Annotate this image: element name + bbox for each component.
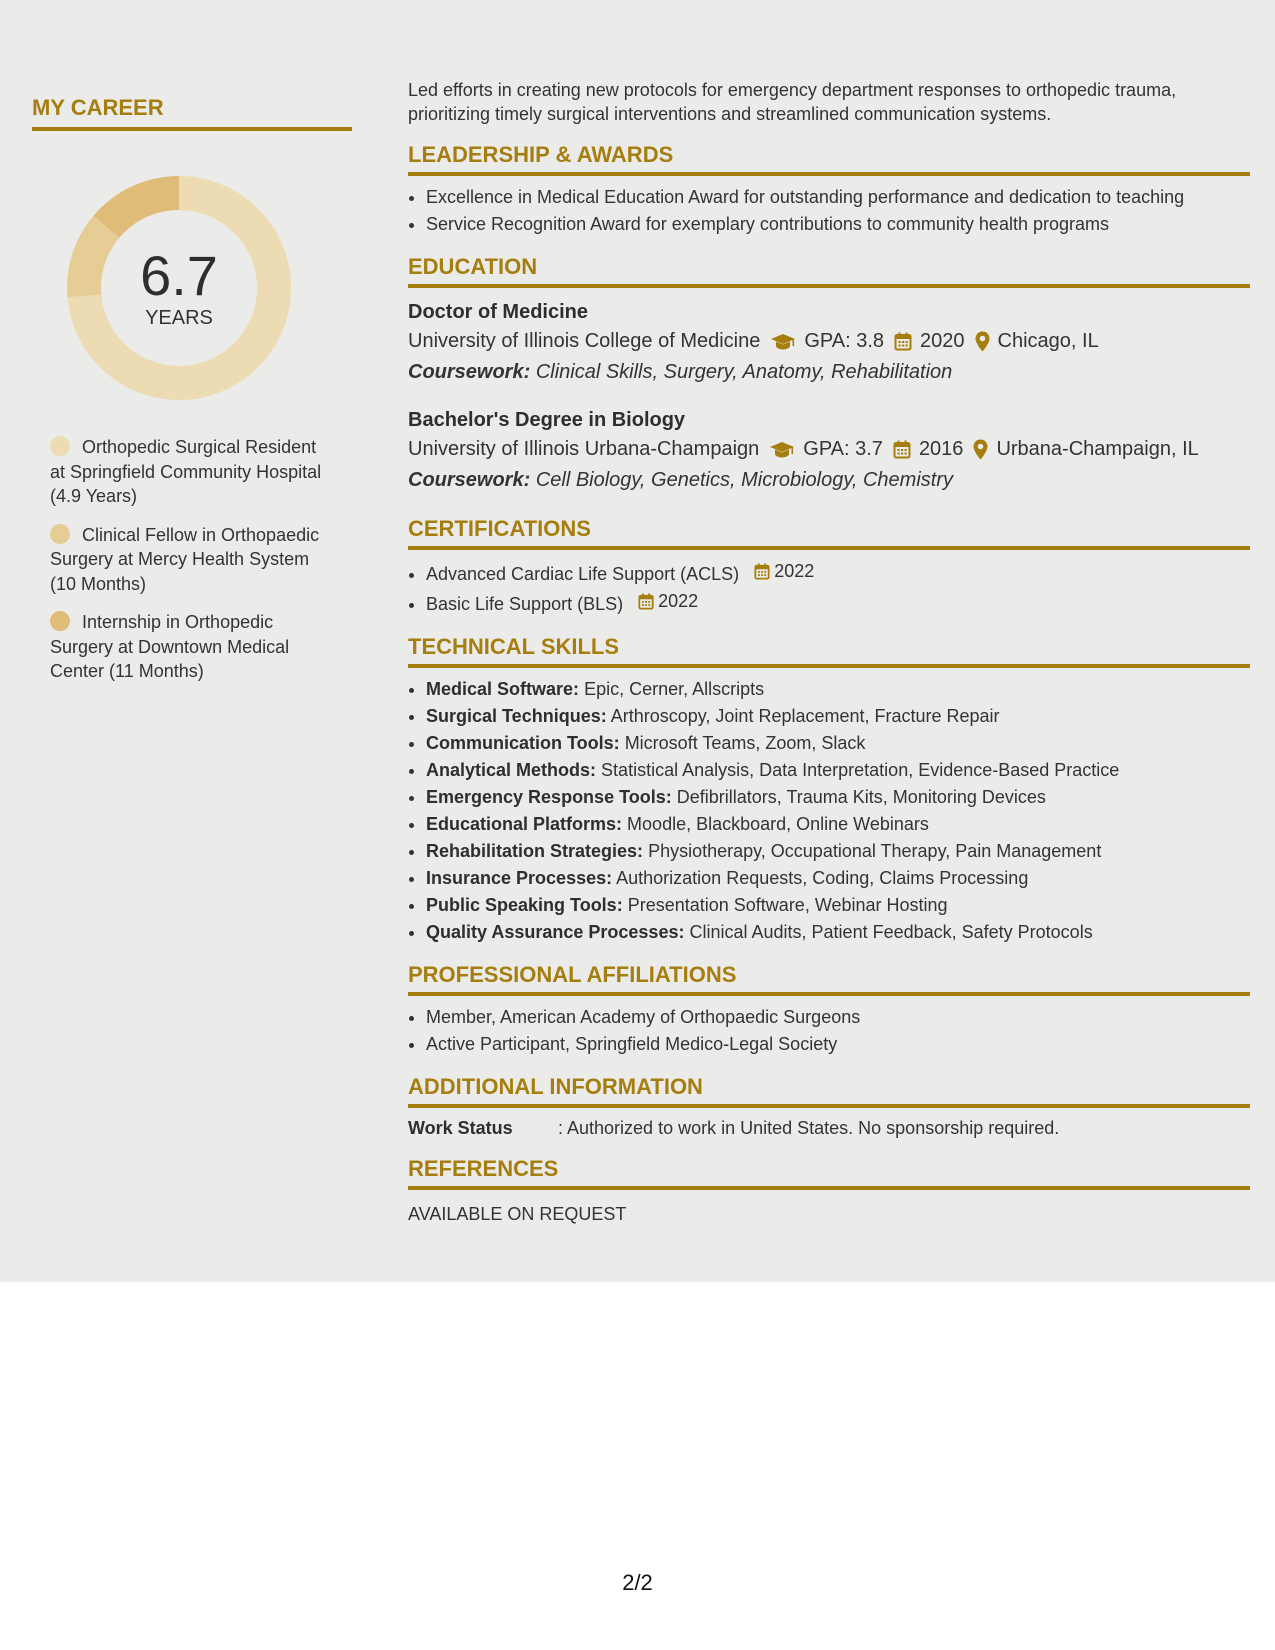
skill-label: Public Speaking Tools: <box>426 895 623 915</box>
list-item <box>426 757 1250 784</box>
list-item <box>426 730 1250 757</box>
skills-title: TECHNICAL SKILLS <box>408 632 1250 668</box>
list-item <box>426 865 1250 892</box>
legend-item <box>50 523 330 597</box>
references-section <box>408 1154 1250 1226</box>
skill-label: Rehabilitation Strategies: <box>426 841 644 861</box>
gpa: GPA: 3.8 <box>804 330 885 352</box>
skill-value: Presentation Software, Webinar Hosting <box>627 895 948 915</box>
calendar-icon <box>754 563 770 580</box>
location-pin-icon <box>973 439 988 460</box>
legend-dot-2 <box>50 524 70 544</box>
references-title: REFERENCES <box>408 1154 1250 1190</box>
school-name: University of Illinois Urbana-Champaign <box>408 438 760 460</box>
main-content <box>408 78 1250 1226</box>
references-text: AVAILABLE ON REQUEST <box>408 1204 627 1224</box>
cert-name: Advanced Cardiac Life Support (ACLS) <box>426 564 740 584</box>
legend-item <box>50 610 330 684</box>
skill-label: Educational Platforms: <box>426 814 623 834</box>
intro-text: Led efforts in creating new protocols for emergency department responses to orthopedic trauma, prioritizing timely surgical interventions and streamlined communication systems. <box>408 80 1177 124</box>
career-donut-chart <box>66 175 292 401</box>
coursework-list: Clinical Skills, Surgery, Anatomy, Rehabilitation <box>535 361 953 383</box>
skill-value: Moodle, Blackboard, Online Webinars <box>627 814 929 834</box>
list-item <box>426 784 1250 811</box>
list-item <box>426 588 1250 618</box>
school-location: Chicago, IL <box>997 330 1099 352</box>
affiliations-title: PROFESSIONAL AFFILIATIONS <box>408 960 1250 996</box>
work-status-row <box>408 1116 1250 1140</box>
coursework <box>408 465 1250 496</box>
list-item <box>426 892 1250 919</box>
skills-list <box>408 676 1250 946</box>
page-number: 2/2 <box>622 1570 653 1595</box>
skill-label: Communication Tools: <box>426 733 620 753</box>
leadership-section <box>408 140 1250 238</box>
career-legend <box>50 435 330 698</box>
coursework-label: Coursework: <box>408 361 531 383</box>
donut-center <box>66 175 292 401</box>
coursework <box>408 357 1250 388</box>
skill-label: Quality Assurance Processes: <box>426 922 685 942</box>
graduation-year: 2020 <box>920 330 965 352</box>
coursework-list: Cell Biology, Genetics, Microbiology, Chemistry <box>535 469 953 491</box>
skill-value: Arthroscopy, Joint Replacement, Fracture Repair <box>610 706 1000 726</box>
cert-date <box>754 558 814 585</box>
calendar-icon <box>894 332 912 351</box>
graduation-year: 2016 <box>918 438 964 460</box>
skill-value: Statistical Analysis, Data Interpretation, Evidence-Based Practice <box>601 760 1120 780</box>
donut-unit: YEARS <box>145 306 213 329</box>
skill-value: Epic, Cerner, Allscripts <box>584 679 765 699</box>
list-item: • Member, American Academy of Orthopaedic Surgeons <box>426 1004 1250 1031</box>
education-section <box>408 252 1250 496</box>
school-location: Urbana-Champaign, IL <box>996 438 1199 460</box>
education-item <box>408 406 1250 496</box>
certifications-title: CERTIFICATIONS <box>408 514 1250 550</box>
legend-dot-1 <box>50 436 70 456</box>
education-title: EDUCATION <box>408 252 1250 288</box>
skill-label: Emergency Response Tools: <box>426 787 672 807</box>
skill-value: Defibrillators, Trauma Kits, Monitoring Devices <box>676 787 1046 807</box>
legend-dot-3 <box>50 611 70 631</box>
cert-year: 2022 <box>774 561 815 581</box>
cert-date <box>638 588 698 615</box>
skill-value: Authorization Requests, Coding, Claims Processing <box>616 868 1029 888</box>
additional-info-section <box>408 1072 1250 1140</box>
leadership-list <box>408 184 1250 238</box>
skill-label: Analytical Methods: <box>426 760 597 780</box>
school-name: University of Illinois College of Medicine <box>408 330 761 352</box>
skills-section <box>408 632 1250 946</box>
work-status-label: Work Status <box>408 1118 513 1138</box>
skill-value: Clinical Audits, Patient Feedback, Safety Protocols <box>689 922 1093 942</box>
degree-title: Bachelor's Degree in Biology <box>408 409 686 431</box>
list-item <box>426 703 1250 730</box>
affiliations-section <box>408 960 1250 1058</box>
list-item <box>426 919 1250 946</box>
list-item <box>426 811 1250 838</box>
skill-label: Insurance Processes: <box>426 868 613 888</box>
list-item <box>426 838 1250 865</box>
list-item: • Excellence in Medical Education Award for outstanding performance and dedication to teaching <box>426 184 1250 211</box>
certifications-list <box>408 558 1250 618</box>
list-item: • Active Participant, Springfield Medico-Legal Society <box>426 1031 1250 1058</box>
work-status-value: : Authorized to work in United States. No sponsorship required. <box>558 1118 1060 1138</box>
calendar-icon <box>638 593 654 610</box>
cert-name: Basic Life Support (BLS) <box>426 594 624 614</box>
gpa: GPA: 3.7 <box>803 438 883 460</box>
legend-label: Orthopedic Surgical Resident at Springfield Community Hospital (4.9 Years) <box>50 437 322 506</box>
education-item <box>408 298 1250 388</box>
legend-label: Clinical Fellow in Orthopaedic Surgery at Mercy Health System (10 Months) <box>50 524 320 594</box>
degree-title: Doctor of Medicine <box>408 301 589 323</box>
coursework-label: Coursework: <box>408 469 531 491</box>
graduation-cap-icon <box>770 333 796 351</box>
education-details <box>408 326 1250 357</box>
skill-value: Physiotherapy, Occupational Therapy, Pain Management <box>648 841 1102 861</box>
skill-label: Medical Software: <box>426 679 580 699</box>
graduation-cap-icon <box>769 441 795 459</box>
skill-value: Microsoft Teams, Zoom, Slack <box>624 733 866 753</box>
location-pin-icon <box>975 331 990 352</box>
calendar-icon <box>893 440 911 459</box>
donut-value: 6.7 <box>140 243 218 307</box>
leadership-title: LEADERSHIP & AWARDS <box>408 140 1250 176</box>
additional-info-title: ADDITIONAL INFORMATION <box>408 1072 1250 1108</box>
legend-item <box>50 435 330 509</box>
list-item <box>426 558 1250 588</box>
education-details <box>408 434 1250 465</box>
skill-label: Surgical Techniques: <box>426 706 607 726</box>
certifications-section <box>408 514 1250 618</box>
affiliations-list <box>408 1004 1250 1058</box>
cert-year: 2022 <box>658 591 699 611</box>
list-item: • Service Recognition Award for exemplary contributions to community health programs <box>426 211 1250 238</box>
list-item <box>426 676 1250 703</box>
career-title: MY CAREER <box>32 95 352 131</box>
legend-label: Internship in Orthopedic Surgery at Downtown Medical Center (11 Months) <box>50 612 290 681</box>
career-sidebar <box>32 95 352 681</box>
